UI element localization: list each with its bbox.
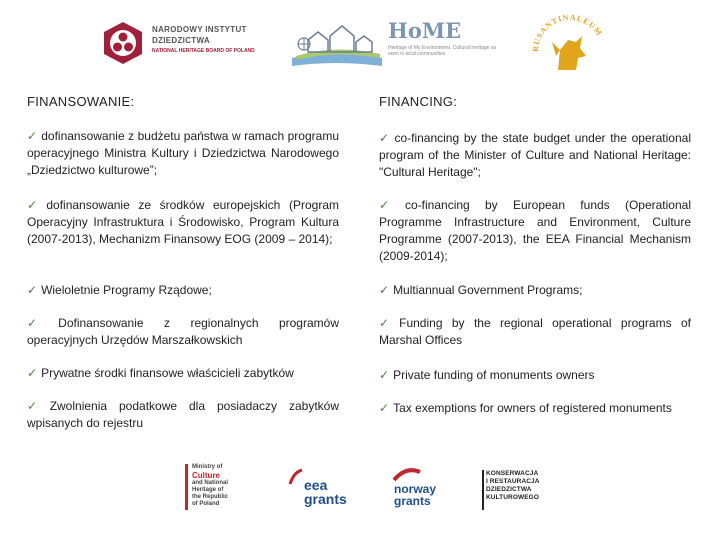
ministry-of-culture-logo (185, 462, 255, 512)
nid-name-line2: DZIEDZICTWA (152, 36, 210, 45)
norway-flag-icon (392, 466, 422, 482)
check-icon: ✓ (379, 316, 396, 330)
home-title: HoME (388, 18, 462, 43)
header-logos (0, 12, 720, 82)
check-icon: ✓ (27, 399, 46, 413)
norway-grants-logo (390, 466, 450, 511)
nid-emblem-icon (100, 20, 146, 66)
check-icon: ✓ (27, 283, 38, 297)
list-item: ✓ Private funding of monuments owners (379, 368, 595, 382)
check-icon: ✓ (27, 316, 55, 330)
ministry-text: Ministry of Culture and National Heritage of the Republic of Poland (192, 464, 229, 507)
nid-name-line1: NARODOWY INSTYTUT (152, 25, 247, 34)
list-item: ✓ Zwolnienia podatkowe dla posiadaczy zabytków wpisanych do rejestru (27, 399, 339, 430)
list-item: ✓ Tax exemptions for owners of registered monuments (379, 401, 672, 415)
ministry-bar-icon (185, 464, 191, 510)
check-icon: ✓ (27, 366, 38, 380)
list-item: ✓ co-financing by the state budget under the operational program of the Minister of Culture and National Heritage: "Cultural Heritage"; (379, 131, 691, 179)
list-item: ✓ Funding by the regional operational programs of Marshal Offices (379, 316, 691, 347)
list-item: ✓ co-financing by European funds (Operational Programme Infrastructure and Environment, Culture Programme (2007-2013), the EEA Financial Mechanism (2009-2014); (379, 198, 691, 263)
check-icon: ✓ (379, 131, 391, 145)
check-icon: ✓ (379, 198, 402, 212)
check-icon: ✓ (379, 368, 390, 382)
left-heading: FINANSOWANIE: (27, 94, 135, 109)
home-logo (290, 18, 500, 73)
kdk-bar-icon (482, 470, 485, 510)
list-item: ✓ Wieloletnie Programy Rządowe; (27, 283, 212, 297)
check-icon: ✓ (379, 401, 390, 415)
rusantinaleum-text: RUSANTINALEUM (530, 12, 605, 53)
right-heading: FINANCING: (379, 94, 458, 109)
eea-grants-text: eea grants (304, 477, 347, 507)
list-item: ✓ Multiannual Government Programs; (379, 283, 583, 297)
check-icon: ✓ (27, 129, 38, 143)
list-item: ✓ Dofinansowanie z regionalnych programów operacyjnych Urzędów Marszałkowskich (27, 316, 339, 347)
list-item: ✓ dofinansowanie z budżetu państwa w ramach programu operacyjnego Ministra Kultury i Dziedzictwa Narodowego „Dziedzictwo kulturowe”; (27, 129, 339, 177)
nid-name-english: NATIONAL HERITAGE BOARD OF POLAND (152, 48, 255, 54)
rusantinaleum-logo (530, 12, 610, 82)
norway-grants-text: norway grants (394, 482, 437, 508)
eea-grants-logo (288, 464, 348, 509)
check-icon: ✓ (379, 283, 390, 297)
village-houses-icon (290, 18, 385, 73)
list-item: ✓ dofinansowanie ze środków europejskich (Program Operacyjny Infrastruktura i Środowisko, Program Kultura (2007-2013), Mechanizm Finansowy EOG (2009 – 2014); (27, 198, 339, 246)
kdk-logo (482, 468, 552, 513)
nid-logo (100, 20, 275, 70)
check-icon: ✓ (27, 198, 43, 212)
home-subtitle: Heritage of My Environment. Cultural heritage as seen in local communities (388, 45, 497, 57)
kdk-text: KONSERWACJA I RESTAURACJA DZIEDZICTWA KULTUROWEGO (486, 470, 540, 501)
griffin-emblem-icon (530, 12, 610, 82)
list-item: ✓ Prywatne środki finansowe właścicieli zabytków (27, 366, 294, 380)
eea-flag-icon (288, 468, 304, 486)
